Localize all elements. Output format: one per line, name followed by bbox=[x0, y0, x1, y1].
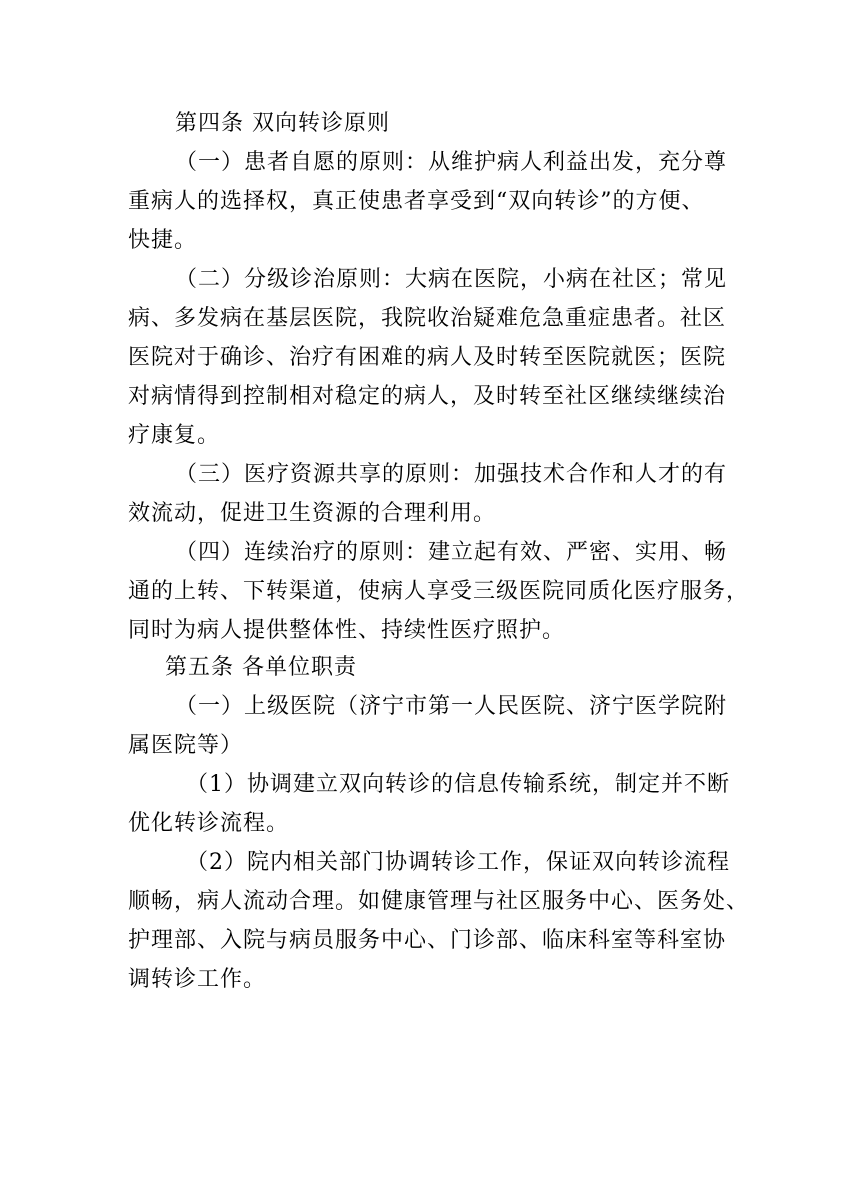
article-5-clause-1-line-2: 属医院等） bbox=[128, 733, 244, 758]
article-4-clause-2-line-1: （二）分级诊治原则：大病在医院，小病在社区；常见 bbox=[175, 267, 728, 292]
article-4-clause-4-line-3: 同时为病人提供整体性、持续性医疗照护。 bbox=[128, 618, 566, 643]
article-4-clause-1-line-3: 快捷。 bbox=[128, 228, 198, 253]
article-5-clause-1-line-1: （一）上级医院（济宁市第一人民医院、济宁医学院附 bbox=[175, 694, 728, 719]
article-4-clause-4-line-2: 通的上转、下转渠道，使病人享受三级医院同质化医疗服务， bbox=[128, 579, 750, 604]
article-5-item-1-line-1: （1）协调建立双向转诊的信息传输系统，制定并不断 bbox=[186, 772, 730, 797]
article-4-clause-4-line-1: （四）连续治疗的原则：建立起有效、严密、实用、畅 bbox=[175, 540, 728, 565]
article-5-item-2-line-4: 调转诊工作。 bbox=[128, 967, 267, 992]
article-5-item-2-line-3: 护理部、入院与病员服务中心、门诊部、临床科室等科室协 bbox=[128, 928, 727, 953]
article-5-heading: 第五条 各单位职责 bbox=[165, 655, 357, 680]
article-5-item-2-line-2: 顺畅，病人流动合理。如健康管理与社区服务中心、医务处、 bbox=[128, 889, 750, 914]
article-4-clause-2-line-4: 对病情得到控制相对稳定的病人，及时转至社区继续继续治 bbox=[128, 384, 727, 409]
article-5-item-1-line-2: 优化转诊流程。 bbox=[128, 811, 290, 836]
article-4-clause-3-line-1: （三）医疗资源共享的原则：加强技术合作和人才的有 bbox=[175, 462, 728, 487]
article-4-clause-1-line-2: 重病人的选择权，真正使患者享受到“双向转诊”的方便、 bbox=[128, 189, 705, 214]
article-4-clause-2-line-3: 医院对于确诊、治疗有困难的病人及时转至医院就医；医院 bbox=[128, 345, 727, 370]
article-5-item-2-line-1: （2）院内相关部门协调转诊工作，保证双向转诊流程 bbox=[186, 850, 730, 875]
article-4-clause-2-line-5: 疗康复。 bbox=[128, 423, 221, 448]
article-4-heading: 第四条 双向转诊原则 bbox=[175, 111, 390, 136]
article-4-clause-1-line-1: （一）患者自愿的原则：从维护病人利益出发，充分尊 bbox=[175, 150, 728, 175]
article-4-clause-3-line-2: 效流动，促进卫生资源的合理利用。 bbox=[128, 501, 497, 526]
article-4-clause-2-line-2: 病、多发病在基层医院，我院收治疑难危急重症患者。社区 bbox=[128, 306, 727, 331]
